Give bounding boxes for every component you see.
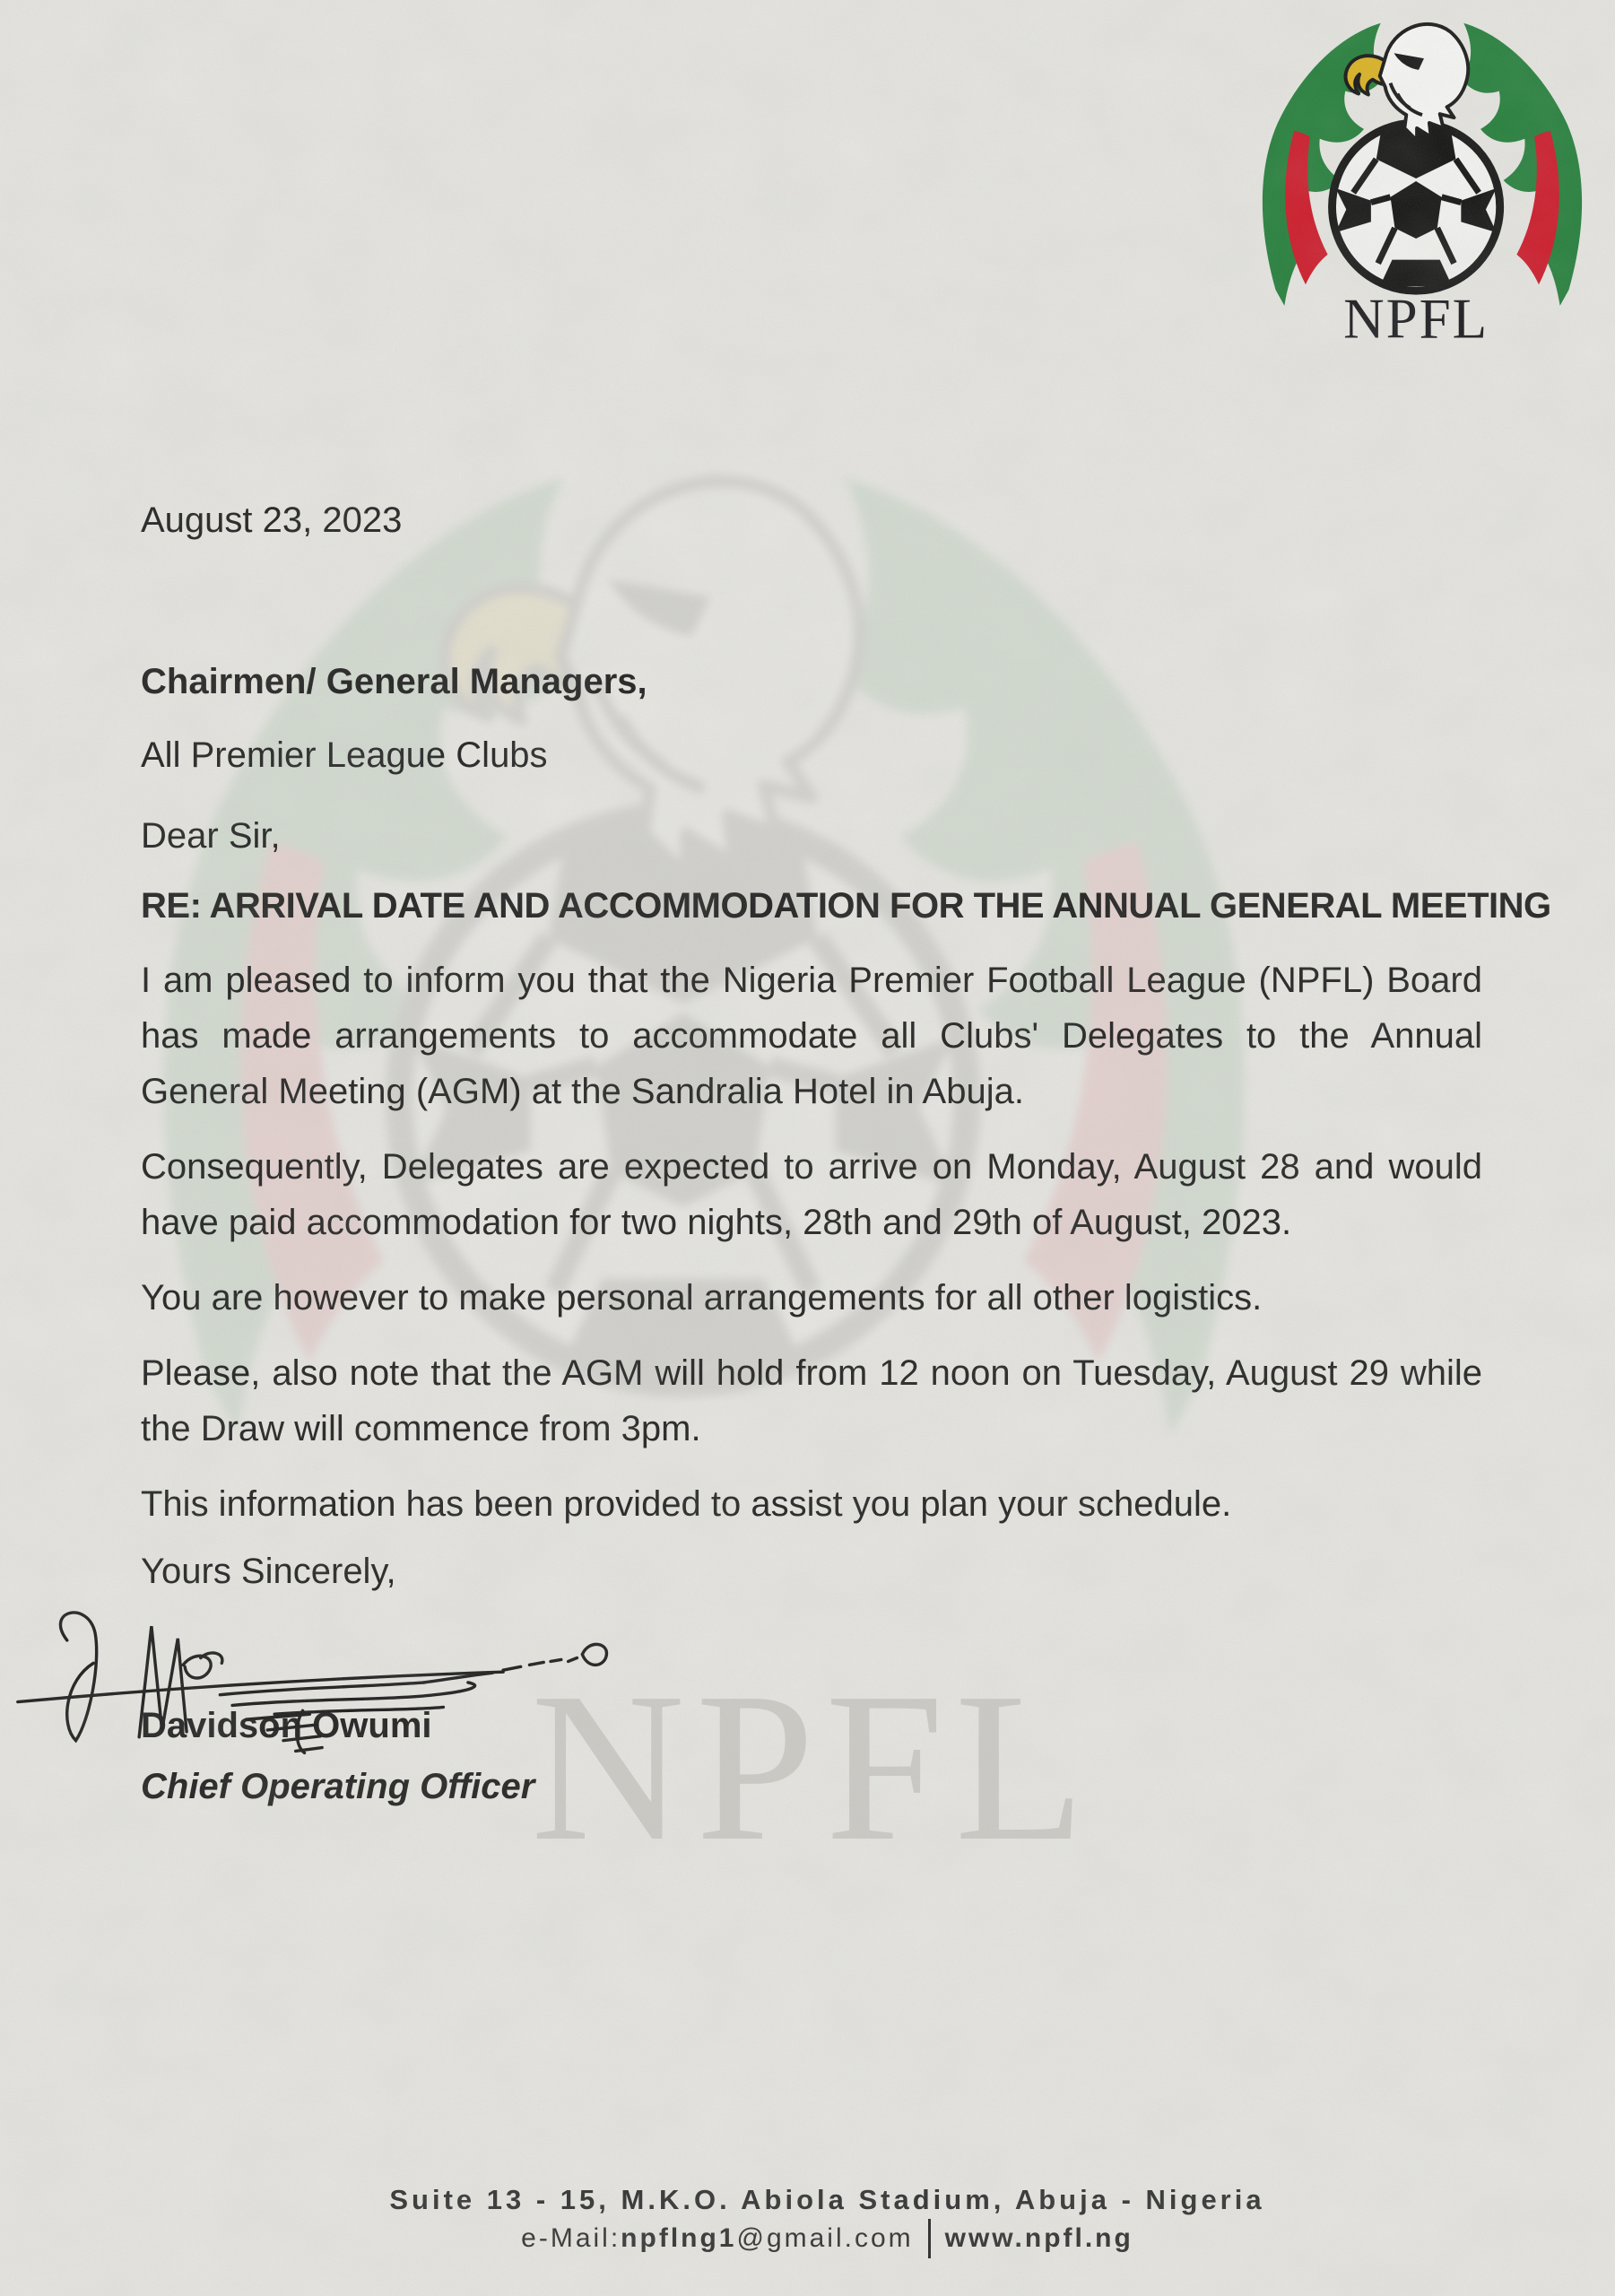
website: www.npfl.ng (944, 2223, 1133, 2253)
logo-caption: NPFL (1343, 287, 1489, 351)
body-paragraph: Please, also note that the AGM will hold from 12 noon on Tuesday, August 29 while the Draw will commence from 3pm. (141, 1353, 1482, 1448)
salutation: Dear Sir, (141, 816, 281, 856)
signer-name: Davidson Owumi (141, 1706, 432, 1745)
footer-contact (20, 2219, 1615, 2258)
recipient-org: All Premier League Clubs (141, 735, 548, 775)
npfl-text-watermark: NPFL (531, 1649, 1096, 1885)
body-paragraph: This information has been provided to assist you plan your schedule. (141, 1484, 1232, 1524)
body-paragraph: Consequently, Delegates are expected to arrive on Monday, August 28 and would have paid accommodation for two nights, 28th and 29th of August, 2023. (141, 1147, 1482, 1242)
signer-title: Chief Operating Officer (141, 1767, 535, 1806)
footer (20, 2181, 1615, 2258)
footer-address: Suite 13 - 15, M.K.O. Abiola Stadium, Abuja - Nigeria (389, 2184, 1265, 2215)
recipient-line: Chairmen/ General Managers, (141, 662, 647, 701)
letter-body (141, 0, 1551, 1808)
body-paragraph: You are however to make personal arrangements for all other logistics. (141, 1278, 1263, 1318)
subject-line: RE: ARRIVAL DATE AND ACCOMMODATION FOR THE ANNUAL GENERAL MEETING (141, 886, 1551, 926)
email-domain: @gmail.com (736, 2223, 914, 2253)
letter-date: August 23, 2023 (141, 500, 403, 540)
closing: Yours Sincerely, (141, 1552, 396, 1591)
email-label: e-Mail: (521, 2223, 621, 2253)
footer-divider (928, 2219, 931, 2258)
body-paragraph: I am pleased to inform you that the Nigeria Premier Football League (NPFL) Board has made arrangements to accommodate all Clubs' Delegates to the Annual General Meeting (AGM) at the Sandralia Hotel in Abuja. (141, 961, 1482, 1111)
email-user: npflng1 (621, 2223, 737, 2253)
